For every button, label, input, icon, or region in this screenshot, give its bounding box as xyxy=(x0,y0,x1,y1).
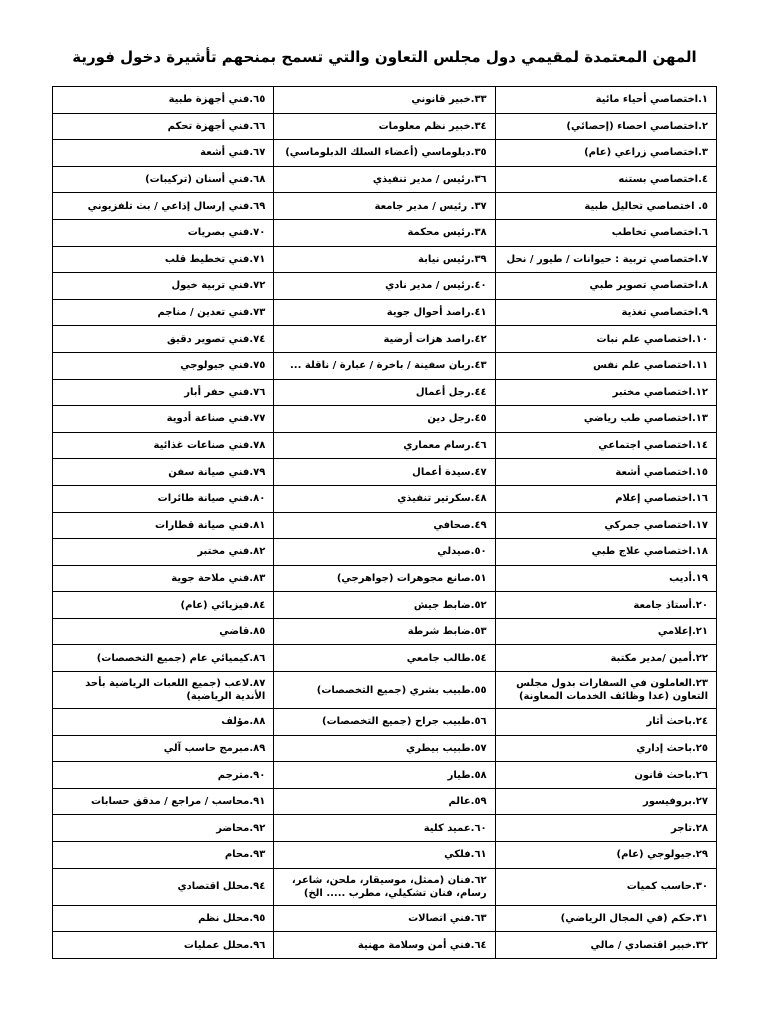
profession-cell: ٩١.محاسب / مراجع / مدقق حسابات xyxy=(53,788,274,815)
table-row xyxy=(53,140,717,167)
table-row xyxy=(53,842,717,869)
profession-cell: ٣٩.رئيس نيابة xyxy=(274,246,495,273)
profession-cell: ٤٨.سكرتير تنفيذي xyxy=(274,485,495,512)
table-row xyxy=(53,406,717,433)
profession-cell: ٩٦.محلل عمليات xyxy=(53,932,274,959)
profession-cell: ٨٤.فيزيائي (عام) xyxy=(53,592,274,619)
profession-cell: ٨٣.فني ملاحة جوية xyxy=(53,565,274,592)
table-row xyxy=(53,219,717,246)
profession-cell: ٤٩.صحافي xyxy=(274,512,495,539)
profession-cell: ٦١.فلكي xyxy=(274,842,495,869)
profession-cell: ٥٧.طبيب بيطري xyxy=(274,735,495,762)
profession-cell: ٦٨.فني أسنان (تركيبات) xyxy=(53,166,274,193)
profession-cell: ١.اختصاصي أحياء مائية xyxy=(495,87,716,114)
profession-cell: ١٥.اختصاصي أشعة xyxy=(495,459,716,486)
profession-cell: ٣٥.دبلوماسي (أعضاء السلك الدبلوماسي) xyxy=(274,140,495,167)
profession-cell: ٣٢.خبير اقتصادي / مالي xyxy=(495,932,716,959)
profession-cell: ٦٦.فني أجهزة تحكم xyxy=(53,113,274,140)
profession-cell: ٤١.راصد أحوال جوية xyxy=(274,299,495,326)
professions-table-body xyxy=(53,87,717,959)
profession-cell: ٥٤.طالب جامعي xyxy=(274,645,495,672)
profession-cell: ٢٨.تاجر xyxy=(495,815,716,842)
profession-cell: ٩٤.محلل اقتصادي xyxy=(53,868,274,905)
profession-cell: ٢٢.أمين /مدير مكتبة xyxy=(495,645,716,672)
profession-cell: ٧٩.فني صيانة سفن xyxy=(53,459,274,486)
table-row xyxy=(53,905,717,932)
profession-cell: ١٠.اختصاصي علم نبات xyxy=(495,326,716,353)
table-row xyxy=(53,709,717,736)
table-row xyxy=(53,485,717,512)
table-row xyxy=(53,352,717,379)
profession-cell: ٩٣.محام xyxy=(53,842,274,869)
table-row xyxy=(53,459,717,486)
profession-cell: ٢٦.باحث قانون xyxy=(495,762,716,789)
profession-cell: ٦٧.فني أشعة xyxy=(53,140,274,167)
profession-cell: ٢.اختصاصي احصاء (إحصائي) xyxy=(495,113,716,140)
profession-cell: ٥٨.طيار xyxy=(274,762,495,789)
profession-cell: ٥٩.عالم xyxy=(274,788,495,815)
profession-cell: ٦٣.فني اتصالات xyxy=(274,905,495,932)
table-row xyxy=(53,762,717,789)
profession-cell: ٦٩.فني إرسال إذاعي / بث تلفزيوني xyxy=(53,193,274,220)
table-row xyxy=(53,618,717,645)
table-row xyxy=(53,512,717,539)
profession-cell: ٥٣.ضابط شرطة xyxy=(274,618,495,645)
profession-cell: ٥٢.ضابط جيش xyxy=(274,592,495,619)
profession-cell: ٤٢.راصد هزات أرضية xyxy=(274,326,495,353)
profession-cell: ٨٠.فني صيانة طائرات xyxy=(53,485,274,512)
table-row xyxy=(53,246,717,273)
profession-cell: ٥. اختصاصي تحاليل طبية xyxy=(495,193,716,220)
profession-cell: ٦٥.فني أجهزة طبية xyxy=(53,87,274,114)
profession-cell: ٩.اختصاصي تغذية xyxy=(495,299,716,326)
profession-cell: ١٧.اختصاصي جمركي xyxy=(495,512,716,539)
professions-table xyxy=(52,86,717,959)
profession-cell: ٨١.فني صيانة قطارات xyxy=(53,512,274,539)
profession-cell: ٤٧.سيدة أعمال xyxy=(274,459,495,486)
profession-cell: ٦٢.فنان (ممثل، موسيقار، ملحن، شاعر، رسام، فنان تشكيلي، مطرب ..... الخ) xyxy=(274,868,495,905)
profession-cell: ١٩.أديب xyxy=(495,565,716,592)
table-row xyxy=(53,299,717,326)
profession-cell: ٢٠.أستاذ جامعة xyxy=(495,592,716,619)
table-row xyxy=(53,672,717,709)
profession-cell: ٨٢.فني مختبر xyxy=(53,539,274,566)
profession-cell: ٧٣.فني تعدين / مناجم xyxy=(53,299,274,326)
profession-cell: ٨٦.كيميائي عام (جميع التخصصات) xyxy=(53,645,274,672)
table-row xyxy=(53,326,717,353)
profession-cell: ٢٩.جيولوجي (عام) xyxy=(495,842,716,869)
profession-cell: ٨٥.قاضي xyxy=(53,618,274,645)
profession-cell: ٤٠.رئيس / مدير نادي xyxy=(274,273,495,300)
table-row xyxy=(53,113,717,140)
profession-cell: ٨.اختصاصي تصوير طبي xyxy=(495,273,716,300)
profession-cell: ٢١.إعلامي xyxy=(495,618,716,645)
profession-cell: ٨٩.مبرمج حاسب آلي xyxy=(53,735,274,762)
table-row xyxy=(53,166,717,193)
profession-cell: ٥٦.طبيب جراح (جميع التخصصات) xyxy=(274,709,495,736)
profession-cell: ٧٢.فني تربية خيول xyxy=(53,273,274,300)
profession-cell: ٤٦.رسام معماري xyxy=(274,432,495,459)
profession-cell: ٩٢.محاضر xyxy=(53,815,274,842)
profession-cell: ٨٨.مؤلف xyxy=(53,709,274,736)
table-row xyxy=(53,273,717,300)
profession-cell: ١٤.اختصاصي اجتماعي xyxy=(495,432,716,459)
profession-cell: ٤٥.رجل دين xyxy=(274,406,495,433)
profession-cell: ٦٤.فني أمن وسلامة مهنية xyxy=(274,932,495,959)
profession-cell: ٣٧. رئيس / مدير جامعة xyxy=(274,193,495,220)
table-row xyxy=(53,815,717,842)
profession-cell: ٨٧.لاعب (جميع اللعبات الرياضية بأحد الأندية الرياضية) xyxy=(53,672,274,709)
table-row xyxy=(53,87,717,114)
profession-cell: ٧٠.فني بصريات xyxy=(53,219,274,246)
profession-cell: ٥٠.صيدلي xyxy=(274,539,495,566)
table-row xyxy=(53,539,717,566)
table-row xyxy=(53,932,717,959)
profession-cell: ٧٧.فني صناعة أدوية xyxy=(53,406,274,433)
profession-cell: ٧.اختصاصي تربية : حيوانات / طيور / نحل xyxy=(495,246,716,273)
table-row xyxy=(53,788,717,815)
table-row xyxy=(53,735,717,762)
profession-cell: ٩٥.محلل نظم xyxy=(53,905,274,932)
profession-cell: ٣٣.خبير قانوني xyxy=(274,87,495,114)
profession-cell: ٤٤.رجل أعمال xyxy=(274,379,495,406)
profession-cell: ٧٤.فني تصوير دقيق xyxy=(53,326,274,353)
profession-cell: ١١.اختصاصي علم نفس xyxy=(495,352,716,379)
table-row xyxy=(53,432,717,459)
profession-cell: ٤٣.ربان سفينة / باخرة / عبارة / ناقلة ... xyxy=(274,352,495,379)
profession-cell: ٤.اختصاصي بستنه xyxy=(495,166,716,193)
table-row xyxy=(53,592,717,619)
profession-cell: ٧١.فني تخطيط قلب xyxy=(53,246,274,273)
profession-cell: ٦.اختصاصي تخاطب xyxy=(495,219,716,246)
profession-cell: ٧٨.فني صناعات غذائية xyxy=(53,432,274,459)
profession-cell: ٣.اختصاصي زراعي (عام) xyxy=(495,140,716,167)
table-row xyxy=(53,645,717,672)
profession-cell: ٩٠.مترجم xyxy=(53,762,274,789)
profession-cell: ٣٦.رئيس / مدير تنفيذي xyxy=(274,166,495,193)
profession-cell: ١٣.اختصاصي طب رياضي xyxy=(495,406,716,433)
profession-cell: ٢٧.بروفيسور xyxy=(495,788,716,815)
profession-cell: ٣٠.حاسب كميات xyxy=(495,868,716,905)
profession-cell: ٧٦.فني حفر أبار xyxy=(53,379,274,406)
profession-cell: ٦٠.عميد كلية xyxy=(274,815,495,842)
profession-cell: ٥١.صانع مجوهرات (جواهرجي) xyxy=(274,565,495,592)
profession-cell: ٣١.حكم (في المجال الرياضي) xyxy=(495,905,716,932)
profession-cell: ٢٣.العاملون في السفارات بدول مجلس التعاون (عدا وظائف الخدمات المعاونة) xyxy=(495,672,716,709)
profession-cell: ١٨.اختصاصي علاج طبي xyxy=(495,539,716,566)
profession-cell: ١٦.اختصاصي إعلام xyxy=(495,485,716,512)
profession-cell: ٣٤.خبير نظم معلومات xyxy=(274,113,495,140)
profession-cell: ١٢.اختصاصي مختبر xyxy=(495,379,716,406)
table-row xyxy=(53,193,717,220)
profession-cell: ٥٥.طبيب بشري (جميع التخصصات) xyxy=(274,672,495,709)
profession-cell: ٣٨.رئيس محكمة xyxy=(274,219,495,246)
table-row xyxy=(53,868,717,905)
table-row xyxy=(53,565,717,592)
profession-cell: ٢٥.باحث إداري xyxy=(495,735,716,762)
profession-cell: ٧٥.فني جيولوجي xyxy=(53,352,274,379)
profession-cell: ٢٤.باحث أثار xyxy=(495,709,716,736)
page-title: المهن المعتمدة لمقيمي دول مجلس التعاون والتي تسمح بمنحهم تأشيرة دخول فورية xyxy=(72,48,697,66)
table-row xyxy=(53,379,717,406)
